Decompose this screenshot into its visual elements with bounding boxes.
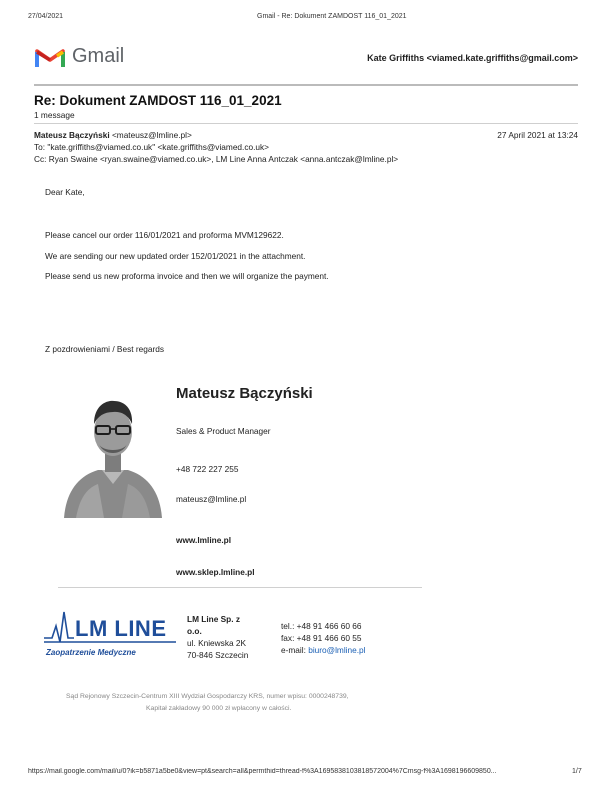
company-name-1: LM Line Sp. z — [187, 614, 241, 624]
message-count: 1 message — [34, 110, 75, 120]
lmline-wordmark: LM LINE — [75, 616, 167, 641]
lmline-logo[interactable] — [44, 610, 176, 660]
print-page-number: 1/7 — [572, 768, 582, 775]
signature-photo — [58, 384, 168, 518]
print-url: https://mail.google.com/mail/u/0?ik=b5871a5be0&view=pt&search=all&permthid=thread-f%3A1695838103818572004%7Cmsg-f%3A1698196609850... — [28, 768, 497, 775]
sender-email: <mateusz@lmline.pl> — [111, 130, 192, 140]
account-name: Kate Griffiths <viamed.kate.griffiths@gmail.com> — [367, 53, 578, 63]
signature-role: Sales & Product Manager — [176, 426, 271, 436]
signature-divider — [58, 587, 422, 588]
header-divider — [34, 84, 578, 86]
gmail-logo[interactable] — [35, 44, 135, 70]
gmail-m-icon — [35, 45, 65, 69]
subject-divider — [34, 123, 578, 124]
message-to: To: "kate.griffiths@viamed.co.uk" <kate.griffiths@viamed.co.uk> — [34, 142, 270, 152]
company-tel: tel.: +48 91 466 60 66 — [281, 621, 362, 631]
company-fax: fax: +48 91 466 60 55 — [281, 633, 362, 643]
signature-shop[interactable]: www.sklep.lmline.pl — [176, 567, 255, 577]
body-greeting: Dear Kate, — [45, 187, 85, 197]
signature-website[interactable]: www.lmline.pl — [176, 535, 232, 545]
signature-email[interactable]: mateusz@lmline.pl — [176, 494, 247, 504]
company-street: ul. Kniewska 2K — [187, 638, 247, 648]
company-city: 70-846 Szczecin — [187, 650, 249, 660]
print-date: 27/04/2021 — [28, 13, 64, 20]
legal-line-1: Sąd Rejonowy Szczecin-Centrum XIII Wydział Gospodarczy KRS, numer wpisu: 0000248739, — [66, 693, 349, 700]
signature-phone: +48 722 227 255 — [176, 464, 239, 474]
lmline-tagline: Zaopatrzenie Medyczne — [46, 648, 136, 657]
sender-name: Mateusz Bączyński — [34, 130, 110, 140]
message-from — [34, 130, 192, 140]
company-email-link[interactable]: biuro@lmline.pl — [308, 645, 366, 655]
company-email-row — [281, 645, 366, 655]
message-date: 27 April 2021 at 13:24 — [497, 130, 578, 140]
body-line-1: Please cancel our order 116/01/2021 and proforma MVM129622. — [45, 230, 284, 240]
print-title: Gmail - Re: Dokument ZAMDOST 116_01_2021 — [257, 13, 407, 20]
body-closing: Z pozdrowieniami / Best regards — [45, 344, 164, 354]
body-line-3: Please send us new proforma invoice and then we will organize the payment. — [45, 271, 329, 281]
body-line-2: We are sending our new updated order 152/01/2021 in the attachment. — [45, 251, 306, 261]
legal-line-2: Kapitał zakładowy 90 000 zł wpłacony w całości. — [146, 705, 292, 712]
message-cc: Cc: Ryan Swaine <ryan.swaine@viamed.co.uk>, LM Line Anna Antczak <anna.antczak@lmline.pl> — [34, 154, 399, 164]
company-email-label: e-mail: — [281, 645, 309, 655]
gmail-wordmark: Gmail — [72, 45, 125, 67]
thread-subject: Re: Dokument ZAMDOST 116_01_2021 — [34, 93, 282, 108]
signature-name: Mateusz Bączyński — [176, 385, 313, 402]
company-name-2: o.o. — [187, 626, 202, 636]
